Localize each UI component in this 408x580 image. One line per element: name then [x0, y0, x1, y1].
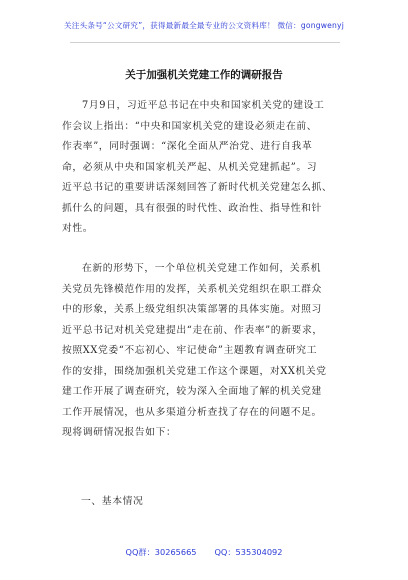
paragraph-line: 抓什么的问题，具有很强的时代性、政治性、指导性和针: [62, 202, 322, 214]
footer-qq-group[interactable]: QQ群：30265665: [125, 547, 197, 557]
footer-contact: [0, 546, 408, 558]
paragraph-line: 近平总书记对机关党建提出“走在前、作表率”的新要求，: [62, 324, 323, 336]
paragraph-2: [62, 259, 358, 444]
paragraph-line: 命，必须从中央和国家机关严起、从机关党建抓起”。习: [62, 161, 318, 173]
paragraph-line: 作会议上指出：“中央和国家机关党的建设必须走在前、: [62, 120, 318, 132]
header-banner[interactable]: [0, 21, 408, 31]
paragraph-line: 建工作开展了调查研究，较为深入全面地了解的机关党建: [62, 386, 322, 397]
header-banner-text[interactable]: 关注头条号“公文研究”，获得最新最全最专业的公文资料库！ 微信：gongwenyj: [63, 21, 345, 30]
paragraph-line: 对性。: [62, 223, 94, 234]
header-divider: [70, 42, 340, 43]
footer-qq-number[interactable]: QQ：535304092: [214, 547, 283, 557]
paragraph-line: 作的安排，围绕加强机关党建工作这个课题，对XX机关党: [62, 365, 327, 377]
paragraph-line: 作表率”，同时强调：“深化全面从严治党、进行自我革: [62, 141, 313, 152]
section-heading: 一、基本情况: [81, 496, 144, 507]
paragraph-line: 现将调研情况报告如下：: [62, 427, 177, 438]
paragraph-line: 工作开展情况，也从多渠道分析查找了存在的问题不足。: [62, 406, 322, 418]
paragraph-line: 中的形象，关系上级党组织决策部署的具体实施。对照习: [62, 304, 322, 315]
paragraph-line: 7月9日，习近平总书记在中央和国家机关党的建设工: [82, 100, 325, 111]
paragraph-line: 关党员先锋模范作用的发挥，关系机关党组织在职工群众: [62, 283, 322, 295]
paragraph-1: [62, 96, 358, 240]
document-title: 关于加强机关党建工作的调研报告: [125, 69, 283, 81]
paragraph-line: 在新的形势下，一个单位机关党建工作如何，关系机: [82, 263, 322, 274]
paragraph-line: 按照XX党委“不忘初心、牢记使命”主题教育调查研究工: [62, 345, 318, 356]
paragraph-line: 近平总书记的重要讲话深刻回答了新时代机关党建怎么抓、: [62, 182, 333, 193]
